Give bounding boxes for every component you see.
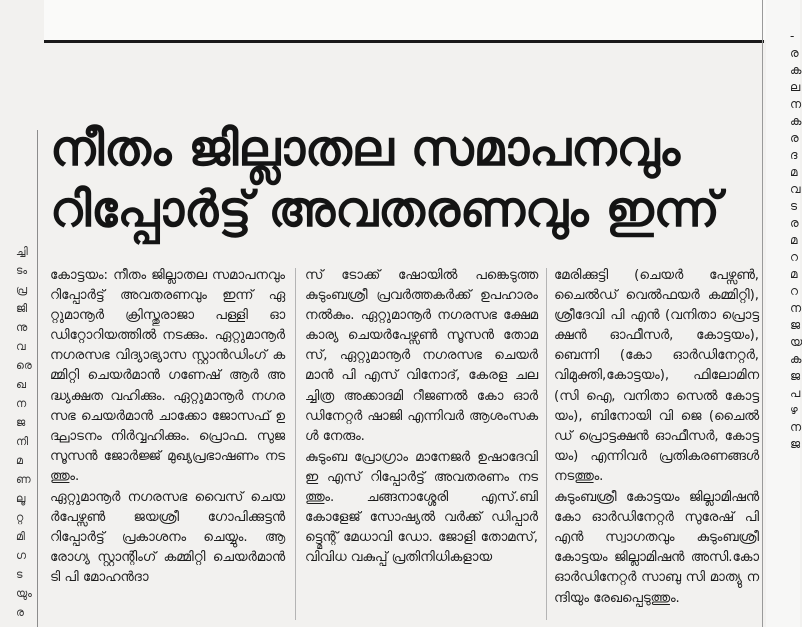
- article-paragraph: ഏറ്റുമാനൂർ നഗരസഭ വൈസ് ചെയർപേഴ്സൺ ജയശ്രീ ഗോപിക്കുട്ടൻ റിപ്പോർട്ട് പ്രകാശനം ചെയ്യും. ആരോഗ്യ സ്റ്റാന്റിംഗ് കമ്മിറ്റി ചെയർമാൻ ടി പി മോഹൻദാ: [50, 490, 285, 586]
- article-paragraph: കുടുംബശ്രീ കോട്ടയം ജില്ലാമിഷൻ കോ ഓർഡിനേറ്റർ സുരേഷ് പി എൻ സ്വാഗതവും കുടുംബശ്രീ കോട്ടയം ജില്ലാമിഷൻ അസി.കോ ഓർഡിനേറ്റർ സാബു സി മാത്യു നന്ദിയും രേഖപ്പെടുത്തും.: [554, 490, 759, 606]
- right-fragment-char: ന: [790, 420, 802, 434]
- right-column-rule: [762, 0, 763, 627]
- left-column-fragment-text: ച്ചി ടം പ്ര ജി നു വ രെ ഖ ന ജ നി മ ണ ലൂ റ്റ മി ഗ ട യും ര: [16, 245, 32, 619]
- right-fragment-char: റ: [790, 284, 798, 298]
- top-margin: [44, 0, 796, 40]
- article-paragraph: കോട്ടയം: നീതം ജില്ലാതല സമാപനവും റിപ്പോർട്ട് അവതരണവും ഇന്ന് ഏറ്റുമാനൂർ ക്രിസ്തുരാജാ പള്ളി ഓഡിറ്റോറിയത്തിൽ നടക്കും. ഏറ്റുമാനൂർ നഗരസഭ വിദ്യാഭ്യാസ സ്റ്റാൻഡിംഗ് കമ്മിറ്റി ചെയർമാൻ ഗണേഷ് ആർ അദ്ധ്യക്ഷത വഹിക്കും. ഏറ്റുമാനൂർ നഗരസഭ ചെയർമാൻ ചാക്കോ ജോസഫ് ഉദ്ഘാടനം നിർവ്വഹിക്കും. പ്രൊഫ. സുജ സൂസൻ ജോർജ്ജ് മുഖ്യപ്രഭാഷണം നടത്തും.: [50, 268, 285, 484]
- right-fragment-char: ജ: [790, 437, 801, 451]
- left-column-fragment: [16, 60, 32, 620]
- right-fragment-char: മ: [790, 165, 798, 179]
- article-column-2: [305, 266, 538, 569]
- article-paragraph: മേരിക്കുട്ടി (ചെയർ പേഴ്സൺ, ചൈൽഡ് വെൽഫയർ കമ്മിറ്റി), ശ്രീദേവി പി എൻ (വനിതാ പ്രൊട്ടക്ഷൻ ഓഫീസർ, കോട്ടയം), ബെന്നി (കോ ഓർഡിനേറ്റർ, വിമുക്തി,കോട്ടയം), ഫിലോമിന (സി ഐ, വനിതാ സെൽ കോട്ടയം), ബിനോയി വി ജെ (ചൈൽഡ് പ്രൊട്ടക്ഷൻ ഓഫീസർ, കോട്ടയം) എന്നിവർ പ്രതികരണങ്ങൾ നടത്തും.: [554, 268, 759, 484]
- right-fragment-char: മ: [790, 233, 798, 247]
- right-fragment-char: ല: [790, 80, 801, 94]
- right-fragment-char: -: [790, 29, 795, 43]
- headline-line-1: നീതം ജില്ലാതല സമാപനവും: [50, 120, 681, 177]
- article-column-1: [50, 266, 285, 590]
- column-divider: [295, 268, 296, 620]
- right-fragment-char: ജ: [790, 369, 801, 383]
- right-fragment-char: ക: [790, 63, 802, 77]
- right-fragment-char: യ: [790, 335, 802, 349]
- right-fragment-char: റ: [790, 250, 798, 264]
- top-rule: [44, 40, 764, 43]
- article-headline: [50, 118, 760, 240]
- column-divider: [546, 268, 547, 620]
- article-paragraph: കുടുംബ പ്രോഗ്രാം മാനേജർ ഉഷാദേവി ഇ എസ് റിപ്പോർട്ട് അവതരണം നടത്തും. ചങ്ങനാശ്ശേരി എസ്.ബി കോളേജ് സോഷ്യൽ വർക്ക് ഡിപ്പാർട്ട്മെന്റ് മേധാവി ഡോ. ജോളി തോമസ്, വിവിധ വകുപ്പ് പ്രതിനിധികളായ: [305, 449, 538, 566]
- right-fragment-char: ക: [790, 352, 802, 366]
- right-fragment-char: ക: [790, 114, 802, 128]
- right-fragment-char: ന: [790, 301, 802, 315]
- article-paragraph: സ് ടോക്ക് ഷോയിൽ പങ്കെടുത്ത കുടുംബശ്രീ പ്രവർത്തകർക്ക് ഉപഹാരം നൽകും. ഏറ്റുമാനൂർ നഗരസഭ ക്ഷേമകാര്യ ചെയർപേഴ്സൺ സൂസൻ തോമസ്, ഏറ്റുമാനൂർ നഗരസഭ ചെയർമാൻ പി എസ് വിനോദ്, കേരള ചലച്ചിത്ര അക്കാദമി റീജണൽ കോ ഓർഡിനേറ്റർ ഷാജി എന്നിവർ ആശംസകൾ നേരും.: [305, 268, 538, 444]
- right-fragment-char: ഴ: [790, 403, 798, 417]
- right-fragment-char: വ: [790, 182, 801, 196]
- right-fragment-char: ട: [790, 199, 798, 213]
- right-fragment-char: ര: [790, 46, 799, 60]
- headline-line-2: റിപ്പോർട്ട് അവതരണവും ഇന്ന്: [50, 181, 720, 238]
- article-column-3: [554, 266, 759, 610]
- right-fragment-char: ര: [790, 216, 799, 230]
- right-fragment-char: ജ: [790, 318, 801, 332]
- right-column-fragment: [766, 0, 800, 627]
- right-fragment-char: ദ: [790, 148, 798, 162]
- right-fragment-char: ന: [790, 97, 802, 111]
- right-fragment-char: ര: [790, 131, 799, 145]
- right-fragment-char: പ: [790, 386, 801, 400]
- left-column-rule: [37, 130, 38, 627]
- right-fragment-char: മ: [790, 267, 798, 281]
